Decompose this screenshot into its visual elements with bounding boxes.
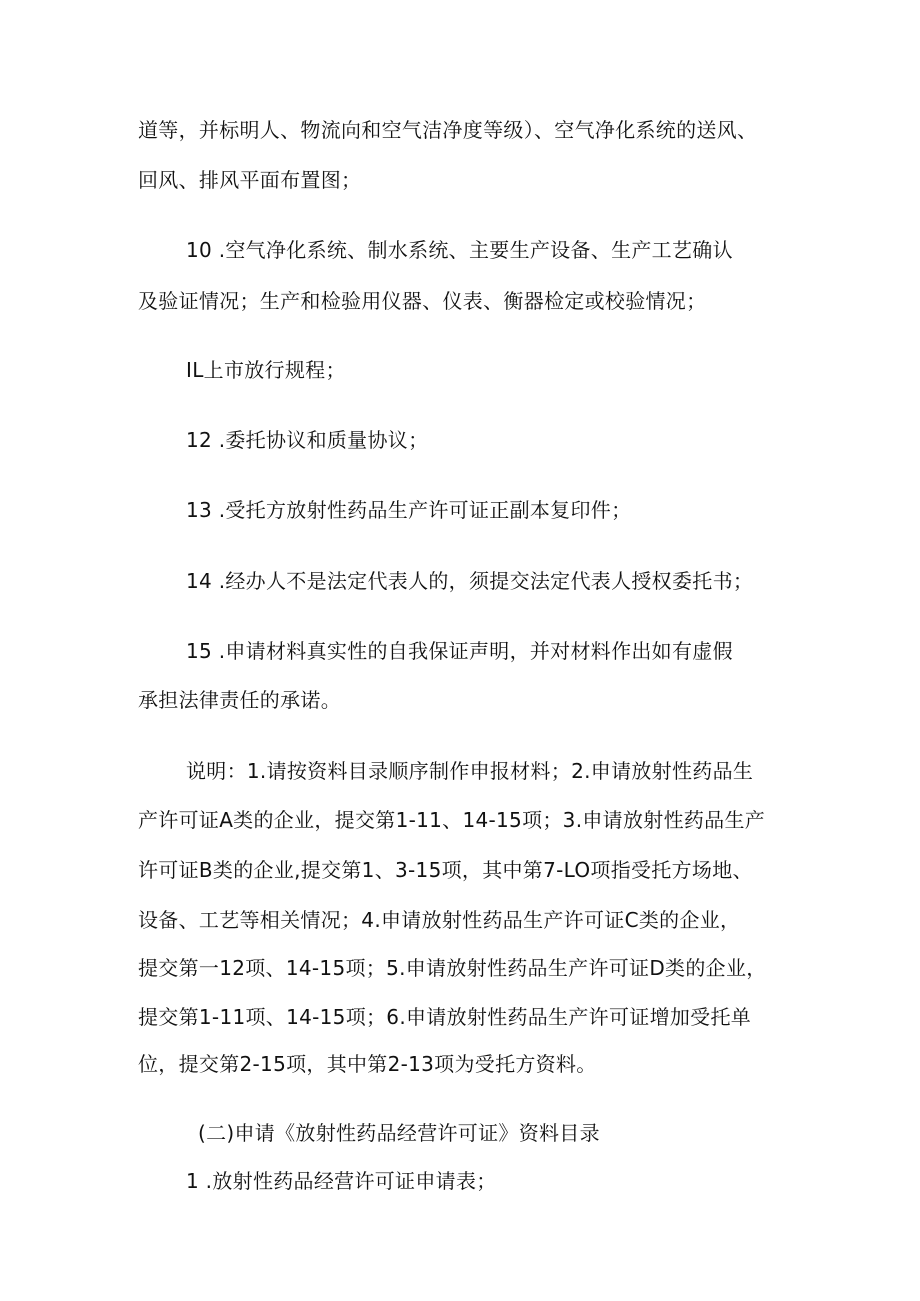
- text-line: 设备、工艺等相关情况；4.申请放射性药品生产许可证C类的企业，: [138, 908, 741, 932]
- text-line: 产许可证A类的企业，提交第1-11、14-15项；3.申请放射性药品生产: [138, 808, 766, 832]
- list-item-13: 13 .受托方放射性药品生产许可证正副本复印件；: [186, 498, 632, 522]
- text-line: 回风、排风平面布置图；: [138, 168, 362, 192]
- text-line: 承担法律责任的承诺。: [138, 688, 341, 712]
- list-item-14: 14 .经办人不是法定代表人的，须提交法定代表人授权委托书；: [186, 569, 754, 593]
- list-item-12: 12 .委托协议和质量协议；: [186, 428, 429, 452]
- list-item-10: 10 .空气净化系统、制水系统、主要生产设备、生产工艺确认: [186, 238, 733, 262]
- text-line: 提交第一12项、14-15项；5.申请放射性药品生产许可证D类的企业，: [138, 956, 767, 980]
- text-line: 道等，并标明人、物流向和空气洁净度等级）、空气净化系统的送风、: [138, 118, 758, 142]
- text-line: 许可证B类的企业,提交第1、3-15项，其中第7-LO项指受托方场地、: [138, 858, 753, 882]
- list-item-1: 1 .放射性药品经营许可证申请表；: [186, 1169, 497, 1193]
- list-item-15: 15 .申请材料真实性的自我保证声明，并对材料作出如有虚假: [186, 639, 733, 663]
- list-item-11: IL上市放行规程；: [186, 358, 346, 382]
- text-line: 及验证情况；生产和检验用仪器、仪表、衡器检定或校验情况；: [138, 289, 707, 313]
- text-line: 位，提交第2-15项，其中第2-13项为受托方资料。: [138, 1052, 597, 1076]
- text-line: 提交第1-11项、14-15项；6.申请放射性药品生产许可证增加受托单: [138, 1005, 752, 1029]
- section-heading: (二)申请《放射性药品经营许可证》资料目录: [198, 1121, 600, 1145]
- note-paragraph: 说明：1.请按资料目录顺序制作申报材料；2.申请放射性药品生: [186, 759, 754, 783]
